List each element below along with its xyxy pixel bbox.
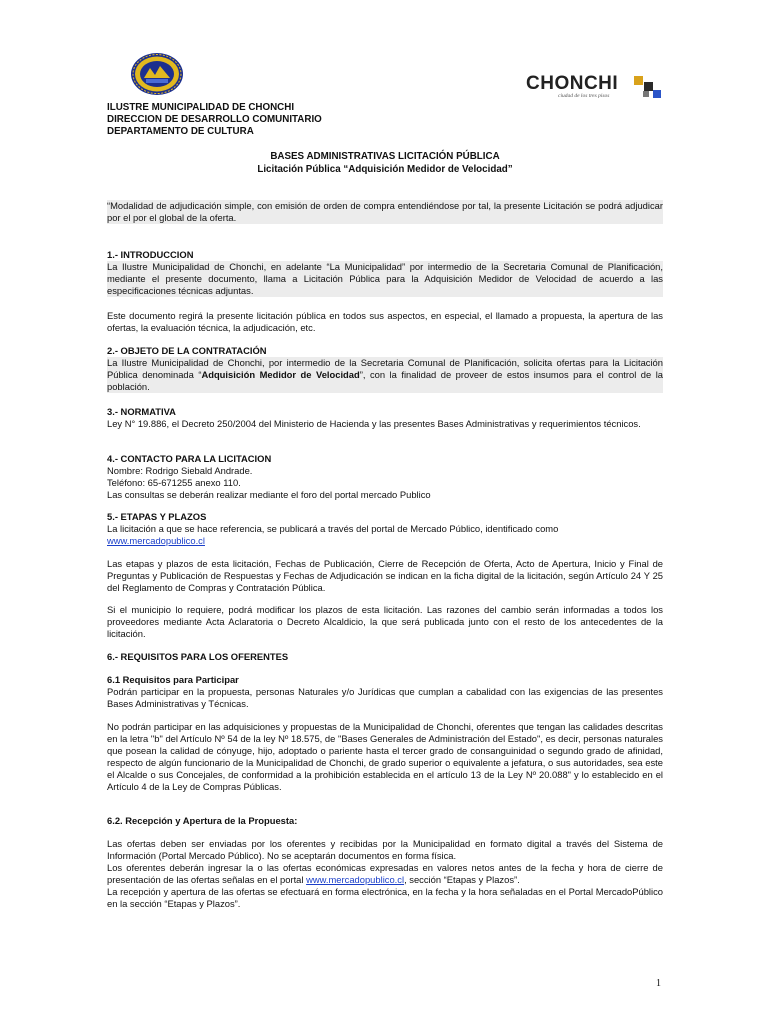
section-normativa xyxy=(107,406,663,430)
text-run: Los oferentes deberán ingresar la o las ofertas económicas expresadas en valores netos antes de la fecha y hora de cierre de presentación de las ofertas señalas en el portal xyxy=(107,861,663,885)
paragraph xyxy=(107,357,663,393)
contact-name: Nombre: Rodrigo Siebald Andrade. xyxy=(107,464,253,476)
document-title: BASES ADMINISTRATIVAS LICITACIÓN PÚBLICA xyxy=(270,151,500,162)
municipal-seal-logo xyxy=(130,52,184,96)
paragraph xyxy=(107,862,663,886)
section-heading-text: 6.- REQUISITOS PARA LOS OFERENTES xyxy=(107,651,289,662)
chonchi-brand-logo xyxy=(526,74,666,104)
bold-text: Adquisición Medidor de Velocidad xyxy=(201,368,360,380)
section-heading: 4.- CONTACTO PARA LA LICITACION xyxy=(107,453,272,464)
brand-squares-icon xyxy=(634,76,662,100)
brand-name: CHONCHI xyxy=(526,73,619,94)
header-line-2: DIRECCION DE DESARROLLO COMUNITARIO xyxy=(107,114,322,126)
paragraph: La recepción y apertura de las ofertas se efectuará en forma electrónica, en la fecha y la hora señaladas en el Portal MercadoPúblico en la sección “Etapas y Plazos”. xyxy=(107,885,663,909)
section-heading: 2.- OBJETO DE LA CONTRATACIÓN xyxy=(107,345,267,356)
section-heading: 5.- ETAPAS Y PLAZOS xyxy=(107,511,207,522)
subsection-6-2 xyxy=(107,838,663,909)
subsection-heading: 6.1 Requisitos para Participar xyxy=(107,674,239,685)
paragraph: Podrán participar en la propuesta, personas Naturales y/o Jurídicas que cumplan a cabalidad con las exigencias de las presentes Bases Administrativas y Técnicas. xyxy=(107,685,663,709)
paragraph: No podrán participar en las adquisiciones y propuestas de la Municipalidad de Chonchi, oferentes que tengan las calidades descritas en la letra "b" del Artículo Nº 54 de la ley Nº 18.575, de "Bases Generales de Administración del Estado", es decir, personas naturales que posean la calidad de cónyuge, hijo, adoptado o pariente hasta el tercer grado de consanguinidad o segundo grado de afinidad, respecto de algún funcionario de la Municipalidad de Chonchi, de grado superior o equivalente a jefatura, o sus autoridades, sea este el Alcalde o sus Concejales, de conformidad a la prohibición establecida en el artículo 13 de la Ley Nº 20.088" y lo establecido en el Artículo 4 de la Ley de Compras Públicas. xyxy=(107,721,663,792)
header-line-1: ILUSTRE MUNICIPALIDAD DE CHONCHI xyxy=(107,102,295,113)
mercadopublico-link[interactable]: www.mercadopublico.cl xyxy=(107,534,205,546)
paragraph: La licitación a que se hace referencia, se publicará a través del portal de Mercado Público, identificado como xyxy=(107,522,559,534)
document-subtitle: Licitación Pública “Adquisición Medidor de Velocidad” xyxy=(257,163,513,175)
brand-tagline: ciudad de los tres pisos xyxy=(558,93,610,99)
section-heading xyxy=(107,651,663,663)
paragraph: Las ofertas deben ser enviadas por los oferentes y recibidas por la Municipalidad en formato digital a través del Sistema de Información (Portal Mercado Público). No se aceptarán documentos en forma física. xyxy=(107,838,663,861)
adjudication-note: “Modalidad de adjudicación simple, con emisión de orden de compra entendiéndose por tal, la presente Licitación se podrá adjudicar por el por el global de la oferta. xyxy=(107,200,663,223)
institution-header xyxy=(107,102,322,139)
section-contacto xyxy=(107,453,663,501)
mercadopublico-link[interactable]: www.mercadopublico.cl xyxy=(306,873,405,885)
paragraph: Las etapas y plazos de esta licitación, Fechas de Publicación, Cierre de Recepción de Oferta, Acto de Apertura, Inicio y Final de Preguntas y Publicación de Respuestas y Fechas de Adjudicación se indican en la ficha digital de la licitación, según Artículo 24 Y 25 del Reglamento de Compras y Contratación Pública. xyxy=(107,558,663,593)
page-number: 1 xyxy=(656,978,661,989)
paragraph: Este documento regirá la presente licitación pública en todos sus aspectos, en especial, el llamado a propuesta, la apertura de las ofertas, la evaluación técnica, la adjudicación, etc. xyxy=(107,310,663,333)
subsection-6-1 xyxy=(107,674,663,710)
section-heading: 3.- NORMATIVA xyxy=(107,406,176,417)
document-titles xyxy=(0,151,770,176)
contact-consultas: Las consultas se deberán realizar mediante el foro del portal mercado Publico xyxy=(107,488,431,500)
header-line-3: DEPARTAMENTO DE CULTURA xyxy=(107,126,254,138)
subsection-heading: 6.2. Recepción y Apertura de la Propuesta: xyxy=(107,815,298,826)
subsection-6-2-heading xyxy=(107,815,663,827)
paragraph: Ley N° 19.886, el Decreto 250/2004 del Ministerio de Hacienda y las presentes Bases Administrativas y requerimientos técnicos. xyxy=(107,417,641,429)
text-run: ”, con la finalidad de proveer de estos insumos para el control de la población. xyxy=(107,368,664,392)
paragraph: La Ilustre Municipalidad de Chonchi, en adelante “La Municipalidad” por intermedio de la Secretaria Comunal de Planificación, mediante el presente documento, llama a Licitación Pública para la Adquisición Medidor de Velocidad de acuerdo a las especificaciones técnicas adjuntas. xyxy=(107,260,663,296)
contact-phone: Teléfono: 65-671255 anexo 110. xyxy=(107,476,241,488)
text-run: , sección “Etapas y Plazos”. xyxy=(404,873,520,885)
section-introduccion xyxy=(107,249,663,297)
section-objeto xyxy=(107,345,663,393)
section-etapas xyxy=(107,511,663,547)
section-heading: 1.- INTRODUCCION xyxy=(107,249,194,260)
paragraph: Si el municipio lo requiere, podrá modificar los plazos de esta licitación. Las razones del cambio serán informadas a todos los proveedores mediante Acta Aclaratoria o Decreto Alcaldicio, la que será publicada junto con el resto de los antecedentes de la licitación. xyxy=(107,604,663,639)
text-run: La Ilustre Municipalidad de Chonchi, por intermedio de la Secretaria Comunal de Planificación, solicita ofertas para la Licitación Pública denominada “ xyxy=(107,356,663,380)
